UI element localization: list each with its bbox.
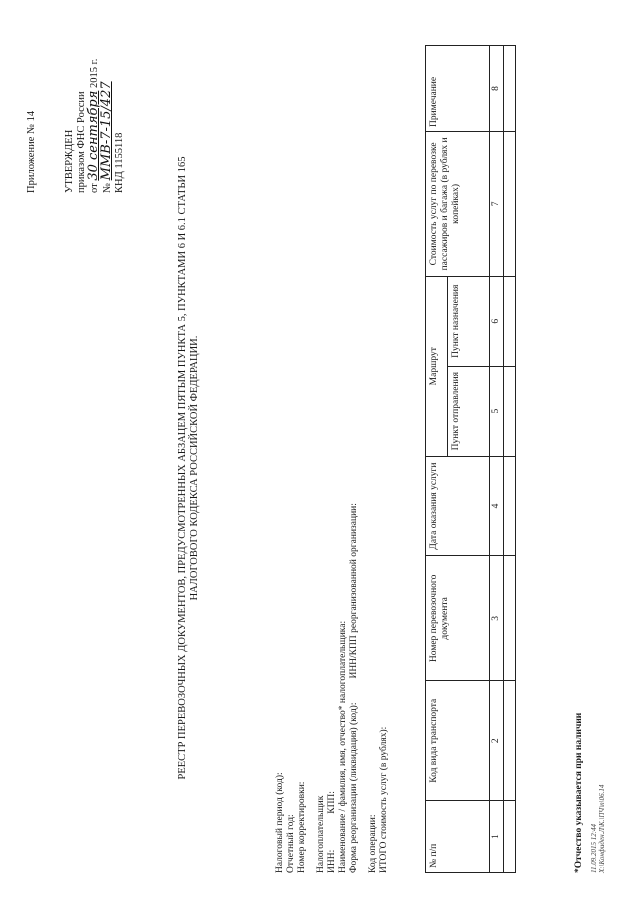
taxpayer-label: Налогоплательщик bbox=[316, 795, 326, 873]
handwritten-date: 30 сентября bbox=[86, 90, 101, 181]
total-cost-field: ИТОГО стоимость услуг (в рублях): bbox=[379, 726, 389, 873]
column-number: 8 bbox=[490, 45, 504, 131]
tax-period-field: Налоговый период (код): bbox=[275, 771, 285, 873]
taxpayer-name-field: Наименование / фамилия, имя, отчество* налогоплательщика: bbox=[338, 620, 348, 873]
column-number: 7 bbox=[490, 131, 504, 276]
correction-number-field: Номер корректировки: bbox=[297, 781, 307, 873]
order-date: от 30 сентября 2015 г. bbox=[86, 58, 101, 193]
approval-block bbox=[26, 58, 126, 192]
table-header-row bbox=[426, 45, 448, 872]
empty-cell bbox=[504, 680, 516, 800]
inn-field: ИНН: bbox=[327, 849, 337, 873]
approved-label: УТВЕРЖДЕН bbox=[64, 129, 75, 193]
col-header-cost: Стоимость услуг по перевозке пассажиров и багажа (в рублях и копейках) bbox=[426, 131, 490, 276]
appendix-label: Приложение № 14 bbox=[26, 110, 37, 193]
empty-cell bbox=[504, 366, 516, 456]
file-stamp: 11.09.2015 12:44 X:\Конфиден.Л\К.\ПЧ\п\06.14 bbox=[590, 784, 606, 873]
reorg-line bbox=[349, 313, 360, 873]
column-number: 2 bbox=[490, 680, 504, 800]
empty-cell bbox=[504, 276, 516, 366]
column-number: 4 bbox=[490, 456, 504, 556]
col-header-from: Пункт отправления bbox=[448, 366, 490, 456]
register-table bbox=[425, 45, 516, 873]
col-header-note: Примечание bbox=[426, 45, 490, 131]
footnote: *Отчество указывается при наличии bbox=[574, 712, 584, 873]
column-number: 6 bbox=[490, 276, 504, 366]
handwritten-number: ММВ-7-15/427 bbox=[99, 80, 114, 180]
reorg-form-field: Форма реорганизации (ликвидация) (код): bbox=[349, 702, 359, 873]
empty-cell bbox=[504, 131, 516, 276]
reorg-inn-kpp-field: ИНН/КПП реорганизованной организации: bbox=[349, 502, 359, 679]
empty-cell bbox=[504, 45, 516, 131]
empty-cell bbox=[504, 800, 516, 872]
col-header-num: № п/п bbox=[426, 800, 490, 872]
document-title: РЕЕСТР ПЕРЕВОЗОЧНЫХ ДОКУМЕНТОВ, ПРЕДУСМОТРЕННЫХ АБЗАЦЕМ ПЯТЫМ ПУНКТА 5, ПУНКТАМИ 6 И 6.1 СТАТЬИ 165 НАЛОГОВОГО КОДЕКСА РОССИЙСКОЙ ФЕДЕРАЦИИ. bbox=[177, 156, 200, 779]
report-year-field: Отчетный год: bbox=[286, 813, 296, 873]
knd-code: КНД 1155118 bbox=[114, 132, 125, 193]
col-header-date: Дата оказания услуги bbox=[426, 456, 490, 556]
column-number: 3 bbox=[490, 555, 504, 680]
empty-data-row bbox=[504, 45, 516, 872]
inn-kpp-line bbox=[327, 313, 338, 873]
col-header-to: Пункт назначения bbox=[448, 276, 490, 366]
order-number: № ММВ-7-15/427 bbox=[99, 80, 114, 193]
order-line: приказом ФНС России bbox=[76, 90, 87, 193]
column-number: 5 bbox=[490, 366, 504, 456]
col-header-transport: Код вида транспорта bbox=[426, 680, 490, 800]
col-header-route: Маршрут bbox=[426, 276, 448, 456]
operation-code-field: Код операции: bbox=[368, 814, 378, 873]
column-number: 1 bbox=[490, 800, 504, 872]
kpp-field: КПП: bbox=[327, 790, 337, 814]
empty-cell bbox=[504, 456, 516, 556]
document-page bbox=[20, 23, 620, 883]
col-header-document: Номер перевозочного документа bbox=[426, 555, 490, 680]
header-fields bbox=[275, 313, 390, 873]
empty-cell bbox=[504, 555, 516, 680]
column-number-row bbox=[490, 45, 504, 872]
